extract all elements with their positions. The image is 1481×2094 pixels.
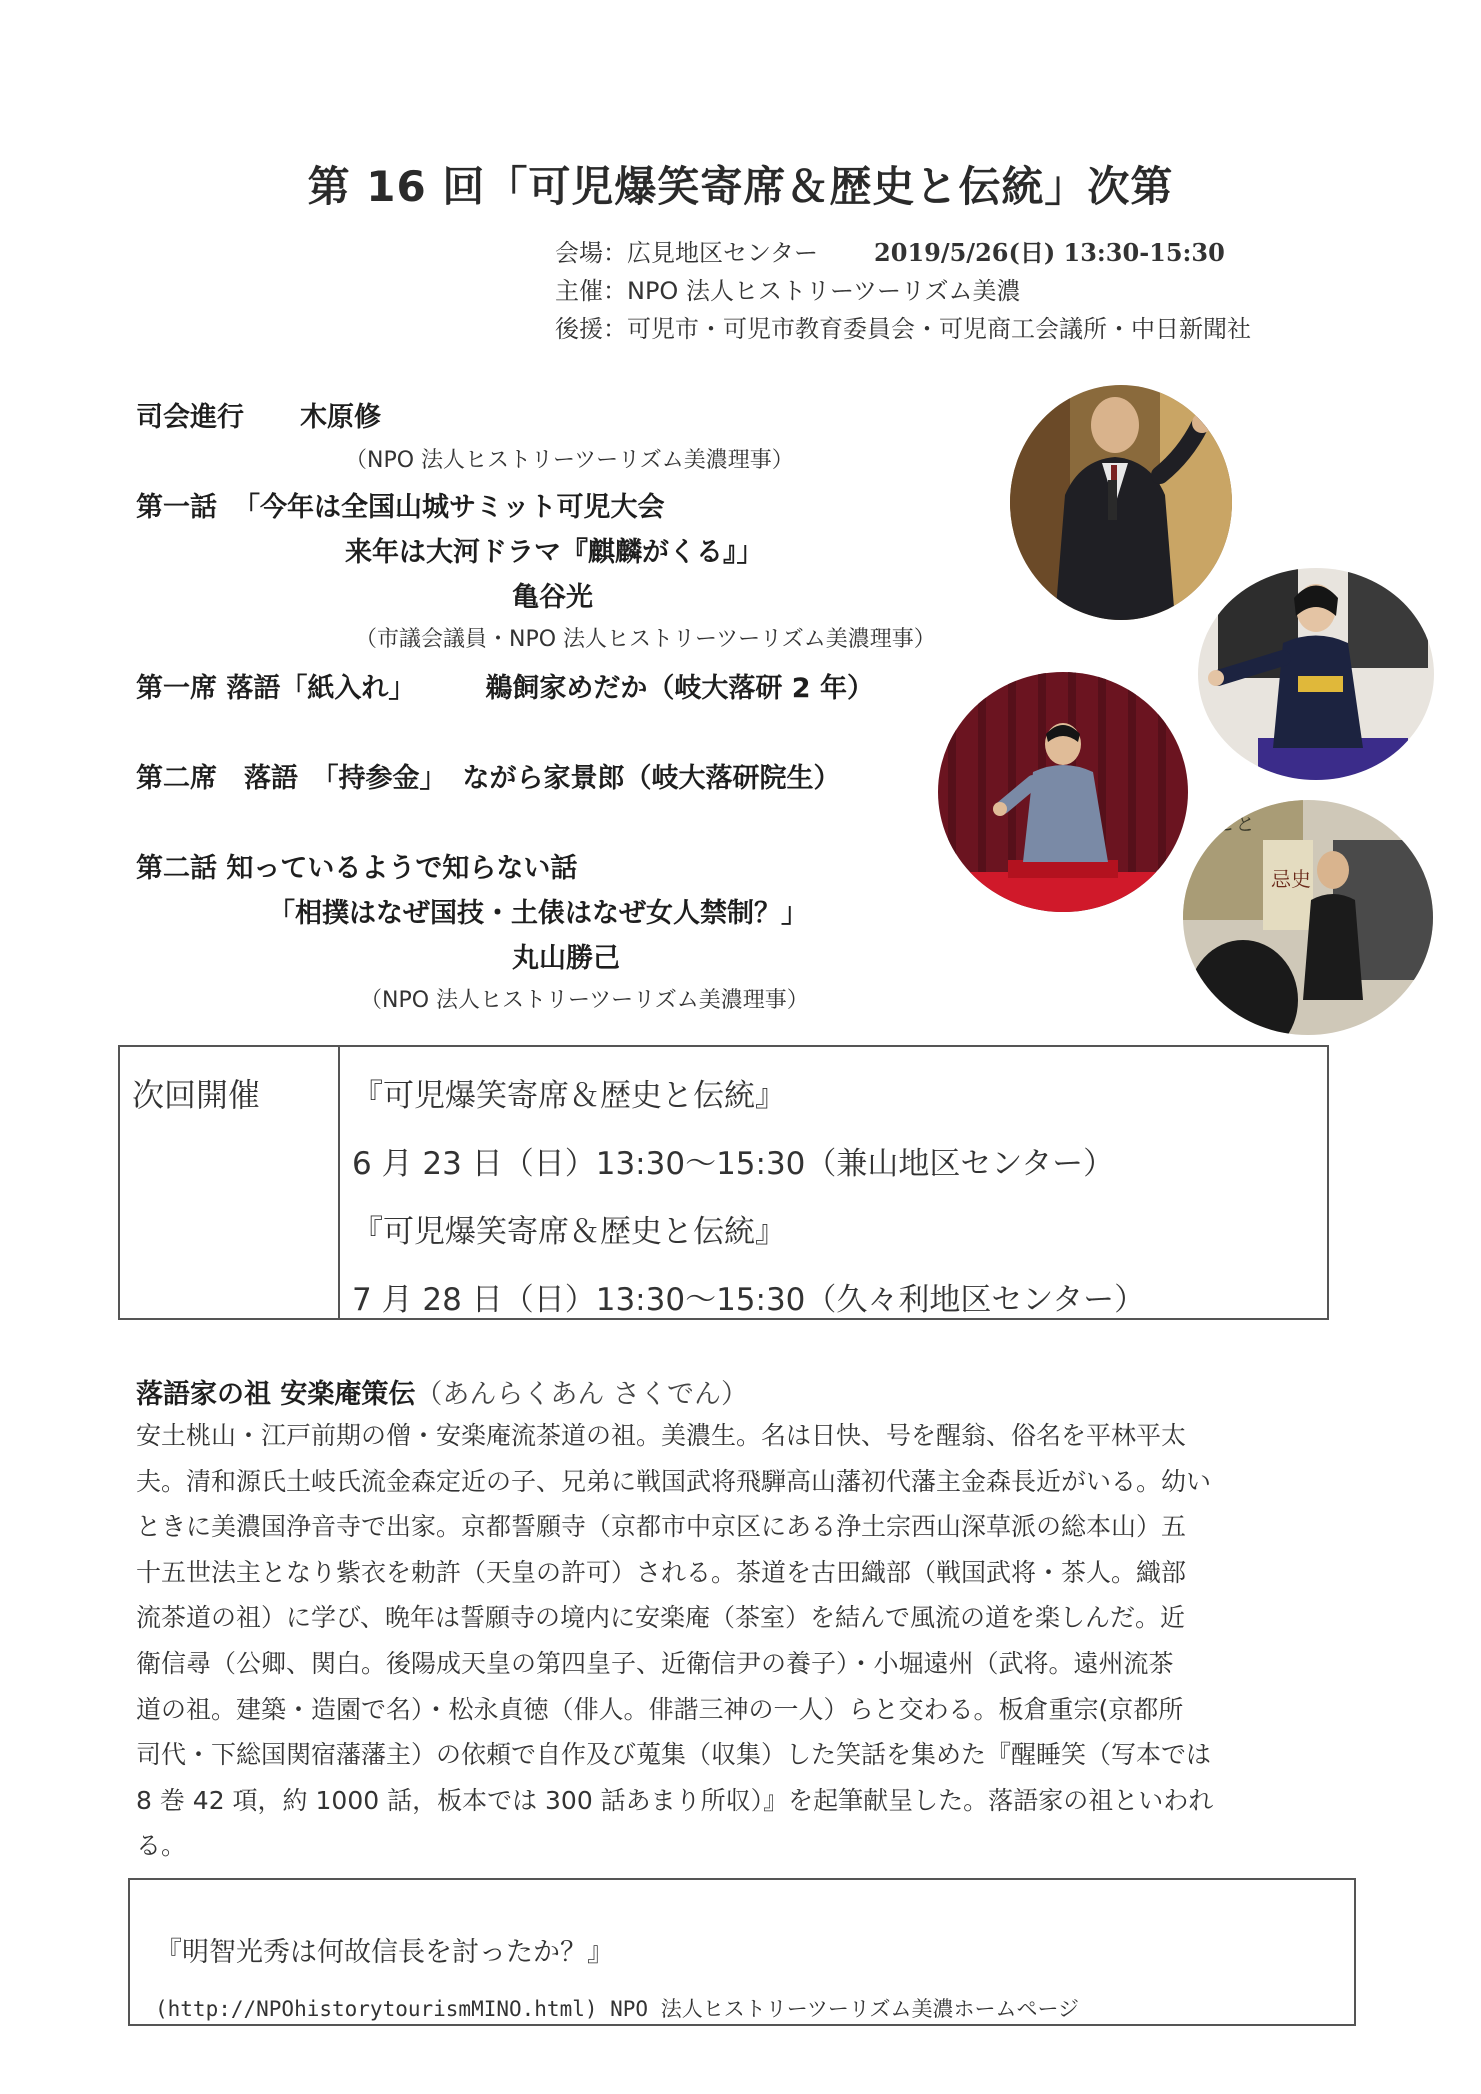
next-event-line: 7 月 28 日（日）13:30～15:30（久々利地区センター）: [352, 1282, 1146, 1318]
talk2-speaker: 丸山勝己: [512, 943, 620, 974]
speaker-photo-2: [1183, 800, 1433, 1035]
bio-heading-name: 落語家の祖 安楽庵策伝: [136, 1379, 416, 1410]
page-title: 第 16 回「可児爆笑寄席＆歴史と伝統」次第: [307, 162, 1174, 211]
seat2-performer: ながら家景郎（岐大落研院生）: [462, 763, 841, 794]
bio-line: 十五世法主となり紫衣を勅許（天皇の許可）される。茶道を古田織部（戦国武将・茶人。織部: [136, 1557, 1187, 1587]
mc-note: （NPO 法人ヒストリーツーリズム美濃理事）: [345, 448, 794, 473]
seat1-title: 第一席 落語「紙入れ」: [136, 673, 416, 704]
next-event-label: 次回開催: [132, 1076, 261, 1114]
bio-line: 司代・下総国関宿藩藩主）の依頼で自作及び蒐集（収集）した笑話を集めた『醒睡笑（写本では: [136, 1740, 1212, 1770]
next-event-line: 『可児爆笑寄席＆歴史と伝統』: [352, 1214, 786, 1250]
next-event-divider: [338, 1045, 340, 1320]
bio-line: 衛信尋（公卿、関白。後陽成天皇の第四皇子、近衛信尹の養子）・小堀遠州（武将。遠州流茶: [136, 1648, 1174, 1678]
organizer-line: 主催：NPO 法人ヒストリーツーリズム美濃: [555, 277, 1021, 305]
talk2-title: 「相撲はなぜ国技・土俵はなぜ女人禁制？」: [268, 898, 808, 929]
talk1-note: （市議会議員・NPO 法人ヒストリーツーリズム美濃理事）: [355, 627, 936, 652]
talk1-title-a: 「今年は全国山城サミット可児大会: [233, 492, 665, 523]
photo-badge-text-b: 忌史: [1271, 867, 1311, 891]
photo-badge-text-a: のこと: [1195, 811, 1255, 835]
seat2-line: [136, 756, 841, 795]
talk2-label: 第二話 知っているようで知らない話: [136, 853, 578, 884]
talk1-line: [136, 485, 664, 524]
bio-text: [136, 1413, 1354, 1869]
mc-label: 司会進行: [136, 402, 244, 433]
sponsors-line: 後援：可児市・可児市教育委員会・可児商工会議所・中日新聞社: [555, 315, 1251, 343]
bio-line: 夫。清和源氏土岐氏流金森定近の子、兄弟に戦国武将飛騨高山藩初代藩主金森長近がいる。幼い: [136, 1466, 1212, 1496]
homepage-link[interactable]: (http://NPOhistorytourismMINO.html) NPO 法人ヒストリーツーリズム美濃ホームページ: [155, 1997, 1080, 2021]
next-event-line: 6 月 23 日（日）13:30～15:30（兼山地区センター）: [352, 1146, 1115, 1182]
event-datetime: 2019/5/26(日) 13:30-15:30: [874, 238, 1225, 267]
talk1-label: 第一話: [136, 492, 217, 523]
seat1-line: [136, 666, 874, 705]
bio-line: 流茶道の祖）に学び、晩年は誓願寺の境内に安楽庵（茶室）を結んで風流の道を楽しんだ。近: [136, 1603, 1186, 1633]
mc-name: 木原修: [300, 402, 381, 433]
bio-line: 8 巻 42 項，約 1000 話，板本では 300 話あまり所収）』を起筆献呈した。落語家の祖といわれ: [136, 1785, 1214, 1815]
performer-photo-2: [938, 672, 1188, 912]
next-event-line: 『可児爆笑寄席＆歴史と伝統』: [352, 1078, 786, 1114]
seat1-performer: 鵜飼家めだか（岐大落研 2 年）: [485, 673, 874, 704]
mc-line: [136, 395, 381, 434]
talk1-speaker: 亀谷光: [512, 582, 593, 613]
talk2-note: （NPO 法人ヒストリーツーリズム美濃理事）: [360, 988, 809, 1013]
bio-heading-reading: （あんらくあん さくでん）: [415, 1379, 748, 1410]
bio-line: 道の祖。建築・造園で名）・松永貞徳（俳人。俳諧三神の一人）らと交わる。板倉重宗(京都所: [136, 1694, 1184, 1724]
talk1-title-b: 来年は大河ドラマ『麒麟がくる』」: [345, 537, 764, 568]
bio-heading: [136, 1372, 748, 1411]
performer-photo-1: [1198, 568, 1434, 780]
book-title: 『明智光秀は何故信長を討ったか？』: [155, 1937, 614, 1968]
venue-text: 会場：広見地区センター: [555, 239, 819, 267]
bio-line: ときに美濃国浄音寺で出家。京都誓願寺（京都市中京区にある浄土宗西山深草派の総本山）五: [136, 1512, 1187, 1542]
seat2-title: 第二席 落語 「持参金」: [136, 763, 447, 794]
speaker-photo-1: [1010, 385, 1232, 620]
bio-line: る。: [136, 1831, 187, 1861]
bio-line: 安土桃山・江戸前期の僧・安楽庵流茶道の祖。美濃生。名は日快、号を醒翁、俗名を平林平太: [136, 1421, 1187, 1450]
venue-line: [555, 233, 1225, 268]
